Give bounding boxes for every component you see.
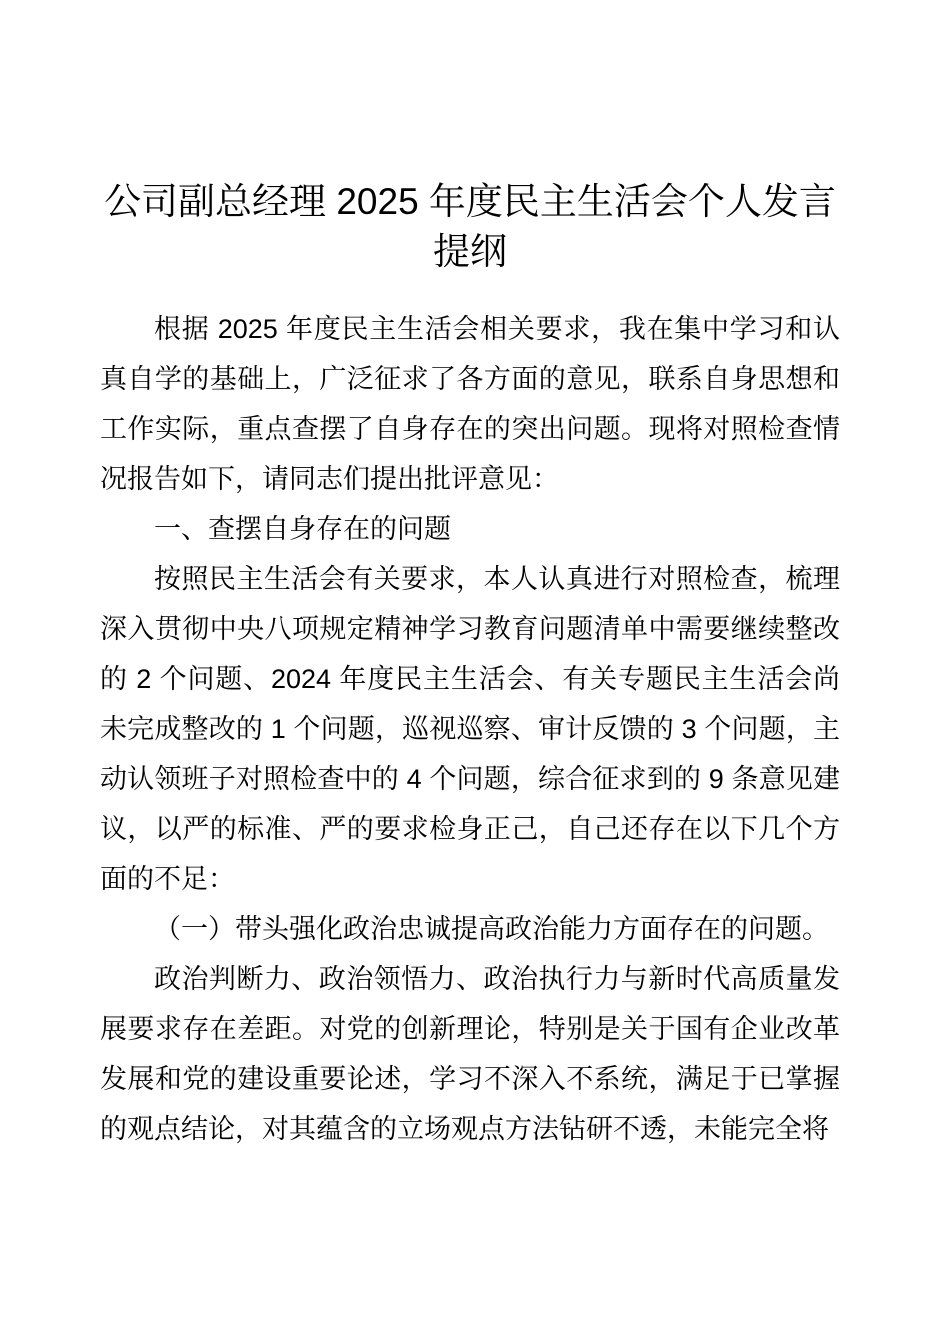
section-heading-1: 一、查摆自身存在的问题 (154, 514, 451, 544)
document-title-line-2: 提纲 (433, 231, 507, 272)
document-title-line-1: 公司副总经理 2025 年度民主生活会个人发言 (104, 181, 836, 222)
subsection-heading-1-1: （一）带头强化政治忠诚提高政治能力方面存在的问题。 (154, 914, 829, 944)
paragraph-problems-overview: 按照民主生活会有关要求，本人认真进行对照检查，梳理深入贯彻中央八项规定精神学习教育问题清单中需要继续整改的 2 个问题、2024 年度民主生活会、有关专题民主生活会尚未完成整改的 1 个问题，巡视巡察、审计反馈的 3 个问题，主动认领班子对照检查中的 4 个问题，综合征求到的 9 条意见建议，以严的标准、严的要求检身正己，自己还存在以下几个方面的不足： (100, 564, 840, 894)
document-title (100, 177, 840, 277)
paragraph-political-ability-issues: 政治判断力、政治领悟力、政治执行力与新时代高质量发展要求存在差距。对党的创新理论，特别是关于国有企业改革发展和党的建设重要论述，学习不深入不系统，满足于已掌握的观点结论，对其蕴含的立场观点方法钻研不透，未能完全将 (100, 964, 840, 1144)
paragraph-intro: 根据 2025 年度民主生活会相关要求，我在集中学习和认真自学的基础上，广泛征求了各方面的意见，联系自身思想和工作实际，重点查摆了自身存在的突出问题。现将对照检查情况报告如下，请同志们提出批评意见： (100, 314, 840, 494)
